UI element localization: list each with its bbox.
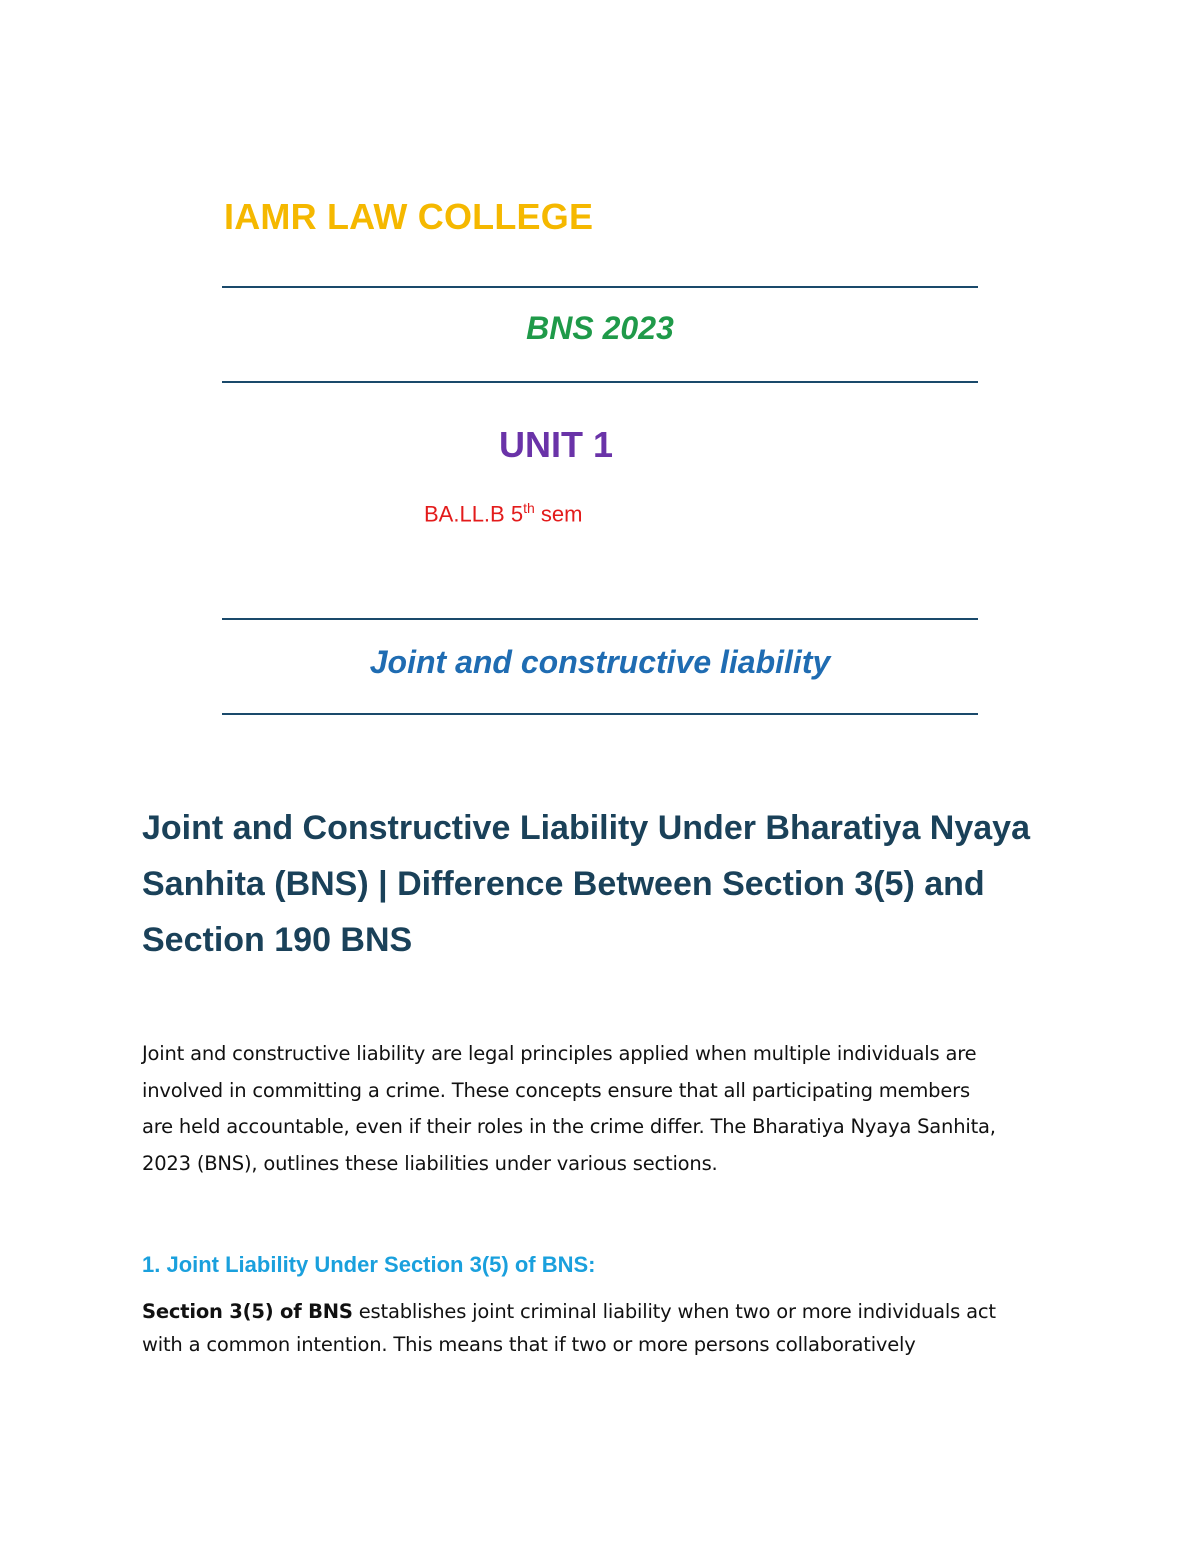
unit-label: UNIT 1: [498, 424, 613, 465]
section-1-line: with a common intention. This means that if two or more persons collaboratively: [142, 1332, 916, 1356]
intro-line: involved in committing a crime. These concepts ensure that all participating members: [142, 1078, 970, 1102]
section-ref: Section 3(5) of BNS: [142, 1300, 353, 1323]
divider-4: [222, 713, 978, 715]
article-title-line: Joint and Constructive Liability Under Bharatiya Nyaya: [142, 809, 1031, 847]
divider-3: [222, 618, 978, 620]
intro-line: 2023 (BNS), outlines these liabilities under various sections.: [142, 1151, 718, 1175]
college-name: IAMR LAW COLLEGE: [224, 196, 594, 237]
section-1-line: [142, 1296, 1082, 1329]
section-1-heading: 1. Joint Liability Under Section 3(5) of BNS:: [142, 1252, 596, 1277]
topic-title: Joint and constructive liability: [369, 644, 831, 680]
divider-1: [222, 286, 978, 288]
course-label: [424, 500, 582, 527]
divider-2: [222, 381, 978, 383]
article-title: [142, 800, 1082, 968]
course-suffix: sem: [534, 501, 583, 527]
intro-paragraph: [142, 1036, 1082, 1182]
course-prefix: BA.LL.B 5: [424, 501, 524, 527]
section-1-body: [142, 1296, 1082, 1361]
subject-title: BNS 2023: [526, 310, 674, 346]
intro-line: Joint and constructive liability are legal principles applied when multiple individuals are: [142, 1042, 977, 1065]
course-superscript: th: [523, 500, 535, 516]
article-title-line: Section 190 BNS: [142, 921, 413, 959]
intro-line: are held accountable, even if their roles in the crime differ. The Bharatiya Nyaya Sanhita,: [142, 1115, 996, 1138]
article-title-line: Sanhita (BNS) | Difference Between Section 3(5) and: [142, 865, 985, 903]
section-1-line1-text: establishes joint criminal liability when two or more individuals act: [352, 1300, 996, 1323]
